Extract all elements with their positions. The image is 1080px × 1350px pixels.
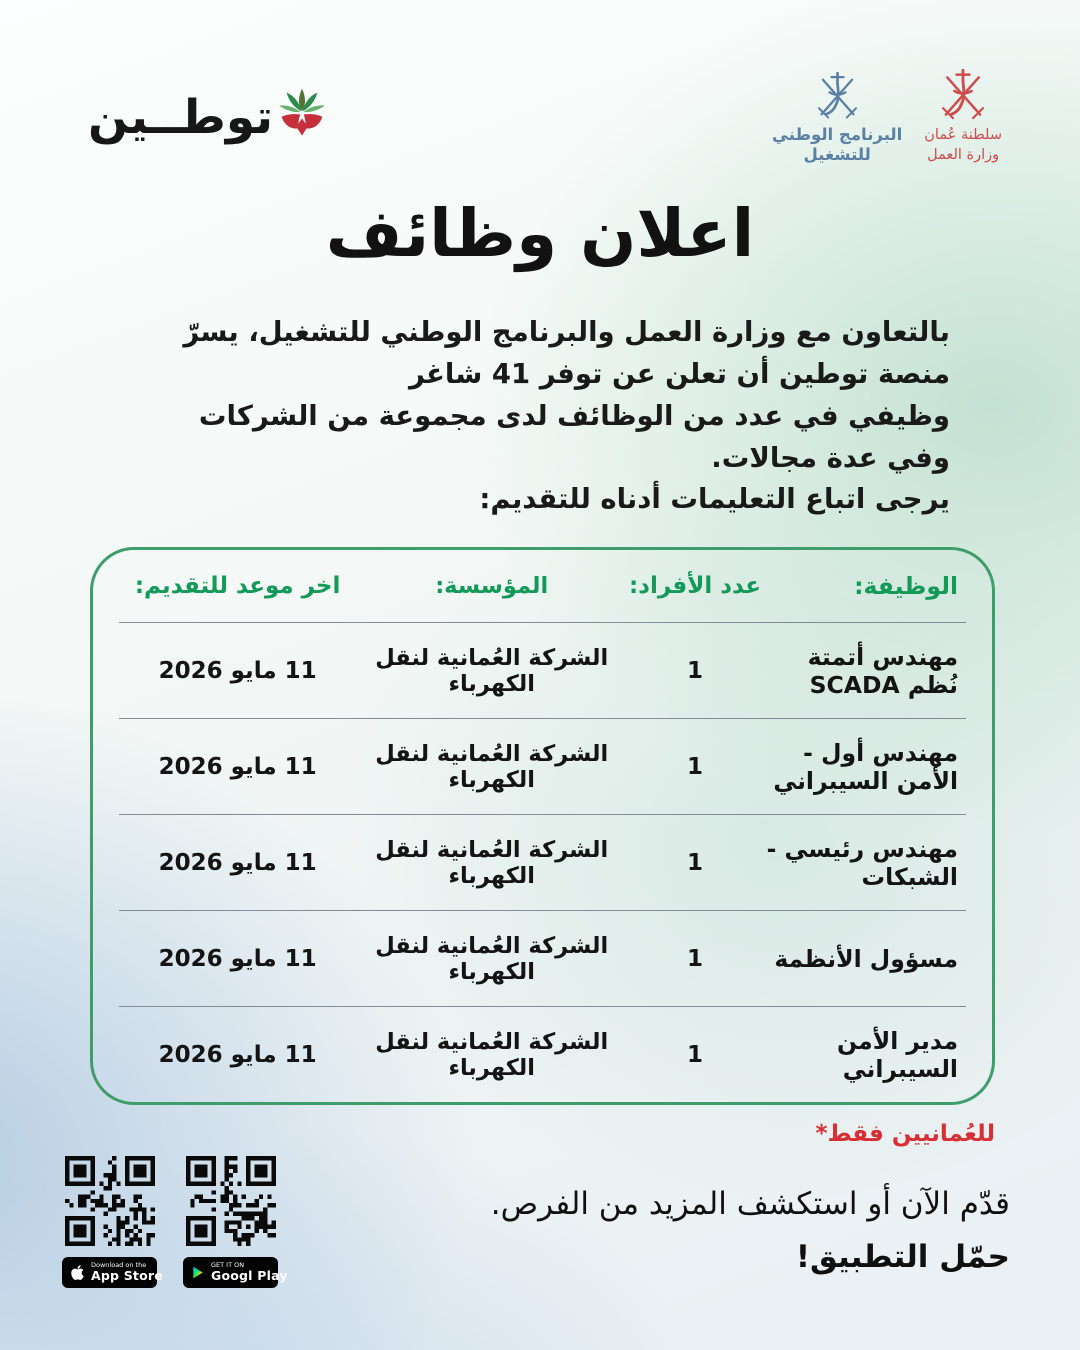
omanis-only-note: للعُمانيين فقط* <box>815 1121 995 1148</box>
deadline-cell: 11 مايو 2026 <box>158 945 317 972</box>
tawteen-wordmark: توطــين <box>88 89 273 145</box>
national-employment-program-logo <box>772 69 902 165</box>
googleplay-badge-small-text: GET IT ON <box>211 1260 245 1269</box>
appstore-column <box>62 1156 163 1288</box>
mol-text-line1: سلطنة عُمان <box>924 127 1002 143</box>
appstore-badge-small-text: Download on the <box>91 1260 147 1269</box>
table-header-row <box>119 550 966 622</box>
count-cell: 1 <box>686 1041 703 1068</box>
ministry-of-labour-logo <box>924 66 1002 165</box>
googleplay-column <box>183 1156 288 1288</box>
table-row <box>119 718 966 814</box>
job-cell: مهندس أتمتة نُظم SCADA <box>807 642 958 699</box>
job-cell: مهندس رئيسي - الشبكات <box>766 834 958 891</box>
intro-line-3: يرجى اتباع التعليمات أدناه للتقديم: <box>479 483 950 516</box>
google-play-icon <box>191 1265 205 1280</box>
nep-emblem-icon <box>811 69 864 125</box>
store-downloads <box>62 1156 288 1288</box>
googleplay-badge[interactable] <box>183 1257 288 1288</box>
table-row <box>119 1006 966 1102</box>
appstore-badge-big-text: App Store <box>91 1268 163 1284</box>
jobs-table <box>90 547 995 1105</box>
nep-text-line1: البرنامج الوطني <box>772 125 903 144</box>
cta-line-1: قدّم الآن أو استكشف المزيد من الفرص. <box>490 1186 1010 1222</box>
cta-line-2: حمّل التطبيق! <box>795 1239 1010 1276</box>
header-count: عدد الأفراد: <box>628 573 762 600</box>
tawteen-flower-icon <box>276 84 328 140</box>
intro-line-1: بالتعاون مع وزارة العمل والبرنامج الوطني للتشغيل، يسرّ منصة توطين أن تعلن عن توفر 41 شاغر <box>183 316 950 390</box>
tawteen-logo <box>88 84 328 150</box>
table-row <box>119 622 966 718</box>
oman-emblem-icon <box>934 66 992 126</box>
googleplay-badge-big-text: Googl Play <box>211 1268 288 1284</box>
nep-text-line2: للتشغيل <box>803 144 871 164</box>
cta-text <box>491 1178 1010 1285</box>
apple-icon <box>70 1264 85 1281</box>
deadline-cell: 11 مايو 2026 <box>158 657 317 684</box>
count-cell: 1 <box>686 849 703 876</box>
org-cell: الشركة العُمانية لنقل الكهرباء <box>375 932 609 985</box>
job-cell: مدير الأمن السيبراني <box>837 1026 958 1083</box>
org-cell: الشركة العُمانية لنقل الكهرباء <box>375 1028 609 1081</box>
org-cell: الشركة العُمانية لنقل الكهرباء <box>375 836 609 889</box>
job-cell: مهندس أول - الأمن السيبراني <box>773 738 958 795</box>
org-cell: الشركة العُمانية لنقل الكهرباء <box>375 644 609 697</box>
page-title: اعلان وظائف <box>325 195 755 273</box>
appstore-badge[interactable] <box>62 1257 163 1288</box>
header-org: المؤسسة: <box>435 573 549 600</box>
count-cell: 1 <box>686 657 703 684</box>
job-cell: مسؤول الأنظمة <box>774 944 958 973</box>
qr-code-appstore <box>65 1156 155 1246</box>
partner-logos <box>772 66 1002 165</box>
count-cell: 1 <box>686 945 703 972</box>
mol-text-line2: وزارة العمل <box>927 146 1000 163</box>
table-row <box>119 910 966 1006</box>
qr-code-googleplay <box>186 1156 276 1246</box>
org-cell: الشركة العُمانية لنقل الكهرباء <box>375 740 609 793</box>
table-row <box>119 814 966 910</box>
footer <box>62 1156 1010 1288</box>
deadline-cell: 11 مايو 2026 <box>158 1041 317 1068</box>
deadline-cell: 11 مايو 2026 <box>158 849 317 876</box>
count-cell: 1 <box>686 753 703 780</box>
intro-paragraph <box>130 312 950 521</box>
intro-line-2: وظيفي في عدد من الوظائف لدى مجموعة من الشركات وفي عدة مجالات. <box>198 399 950 474</box>
header <box>0 0 1080 165</box>
deadline-cell: 11 مايو 2026 <box>158 753 317 780</box>
header-job: الوظيفة: <box>854 572 958 601</box>
header-deadline: اخر موعد للتقديم: <box>134 573 341 600</box>
